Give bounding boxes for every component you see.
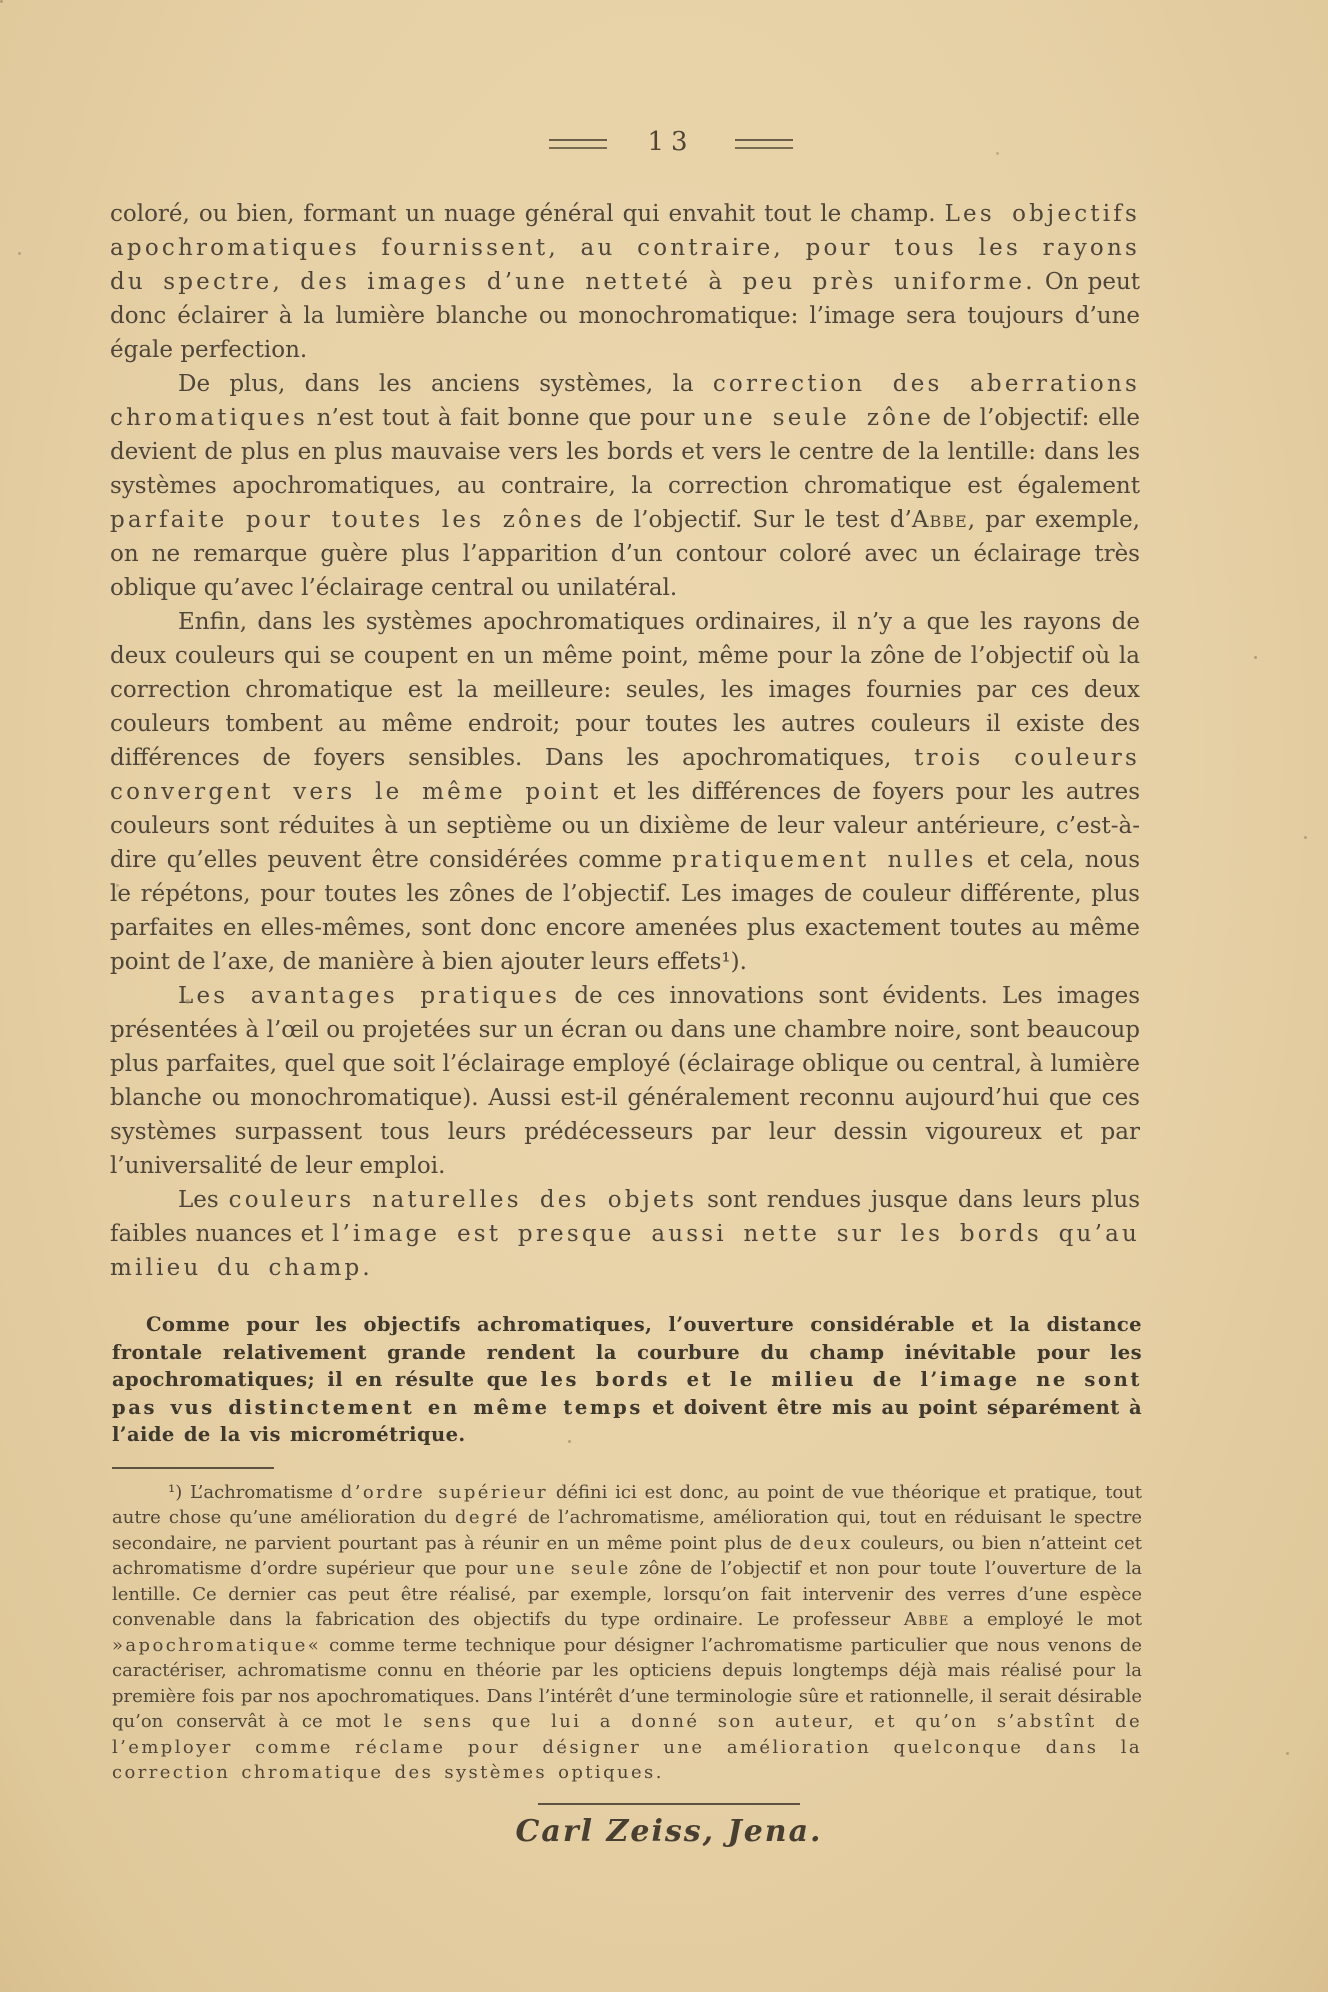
text-segment: Abbe bbox=[903, 1609, 950, 1630]
text-segment: le sens que lui a donné son auteur, et qu’on s’abstînt de l’employer comme réclame pour désigner une amélioration quelconque dans la correction chromatique des systèmes optiques. bbox=[112, 1711, 1142, 1783]
text-segment: d’ordre supérieur bbox=[340, 1481, 549, 1503]
text-segment: Enfin, dans les systèmes apochromatiques ordinaires, il n’y a que les rayons de deux couleurs qui se coupent en un même point, même pour la zône de l’objectif où la correction chromatique est la meilleure: seules, les images fournies par ces deux couleurs tombent au même endroit; pour toutes les autres couleurs il existe des différences de foyers sensibles. Dans les apochromatiques, bbox=[110, 609, 1140, 771]
text-segment: pratiquement nulles bbox=[672, 847, 977, 873]
main-paragraph bbox=[110, 197, 1140, 367]
text-segment: et cela, nous le répétons, pour toutes les zônes de l’objectif. Les images de couleur différente, plus parfaites en elles-mêmes, sont donc encore amenées plus exactement toutes au même point de l’axe, de manière à bien ajouter leurs effets¹). bbox=[110, 847, 1140, 975]
text-segment: l’image est presque aussi nette sur les bords qu’au milieu du champ. bbox=[110, 1221, 1141, 1281]
text-segment: degré bbox=[454, 1507, 520, 1528]
text-segment: comme terme technique pour désigner l’achromatisme particulier que nous venons de caractériser, achromatisme connu en théorie par les opticiens depuis longtemps déjà mais réalisé pour la première fois par nos apochromatiques. Dans l’intérêt d’une terminologie sûre et rationnelle, il serait désirable qu’on conservât à ce mot bbox=[112, 1634, 1142, 1732]
text-segment: n’est tout à fait bonne que pour bbox=[308, 405, 704, 431]
text-segment: de ces innovations sont évidents. Les images présentées à l’œil ou projetées sur un écran ou dans une chambre noire, sont beaucoup plus parfaites, quel que soit l’éclairage employé (éclairage oblique ou central, à lumière blanche ou monochromatique). Aussi est-il généralement reconnu aujourd’hui que ces systèmes surpassent tous leurs prédécesseurs par leur dessin vigoureux et par l’universalité de leur emploi. bbox=[110, 983, 1141, 1179]
text-segment: Les bbox=[178, 1187, 229, 1213]
text-segment: trois couleurs convergent vers le même point bbox=[110, 745, 1140, 805]
text-segment: »apochromatique« bbox=[112, 1634, 322, 1656]
signature: Carl Zeiss, Jena. bbox=[515, 1813, 823, 1849]
text-segment: ¹) L’achromatisme bbox=[168, 1481, 341, 1503]
text-segment: zône de l’objectif et non pour toute l’ouverture de la lentille. Ce dernier cas peut être réalisé, par exemple, lorsqu’on fait intervenir des verres d’une espèce convenable dans la fabrication des objectifs du type ordinaire. Le professeur bbox=[112, 1558, 1142, 1630]
header-rule-left bbox=[549, 139, 607, 149]
text-segment: de l’objectif: elle devient de plus en plus mauvaise vers les bords et vers le centre de la lentille: dans les systèmes apochromatiques, au contraire, la correction chromatique est également bbox=[110, 405, 1140, 499]
text-segment: sont rendues jusque dans leurs plus faibles nuances et bbox=[110, 1187, 1140, 1247]
text-segment: , par exemple, on ne remarque guère plus l’apparition d’un contour coloré avec un éclairage très oblique qu’avec l’éclairage central ou unilatéral. bbox=[110, 507, 1140, 601]
main-paragraph bbox=[110, 979, 1140, 1183]
note-paragraph bbox=[112, 1311, 1142, 1449]
text-segment: une seule zône bbox=[703, 405, 935, 431]
text-segment: les bords et le milieu de l’image ne sont pas vus distinctement en même temps bbox=[112, 1368, 1143, 1419]
text-segment: une seule bbox=[515, 1558, 631, 1579]
text-segment: couleurs, ou bien n’atteint cet achromatisme d’ordre supérieur que pour bbox=[112, 1532, 1142, 1579]
text-segment: On peut donc éclairer à la lumière blanche ou monochromatique: l’image sera toujours d’une égale perfection. bbox=[110, 269, 1140, 363]
note-block bbox=[112, 1311, 1142, 1449]
text-segment: défini ici est donc, au point de vue théorique et pratique, tout autre chose qu’une amélioration du bbox=[112, 1481, 1142, 1528]
main-paragraph bbox=[110, 1183, 1140, 1285]
footnote-block bbox=[112, 1480, 1142, 1786]
text-segment: coloré, ou bien, formant un nuage général qui envahit tout le champ. bbox=[110, 201, 945, 227]
text-segment: et les différences de foyers pour les autres couleurs sont réduites à un septième ou un dixième de leur valeur antérieure, c’est-à-dire qu’elles peuvent être considérées comme bbox=[110, 779, 1140, 873]
text-segment: correction des aberrations chromatiques bbox=[110, 371, 1140, 431]
page-header bbox=[14, 127, 1328, 157]
text-segment: a employé le mot bbox=[949, 1609, 1143, 1630]
text-segment: De plus, dans les anciens systèmes, la bbox=[178, 371, 713, 397]
main-paragraph bbox=[110, 367, 1140, 605]
text-segment: Comme pour les objectifs achromatiques, l’ouverture considérable et la distance frontale relativement grande rendent la courbure du champ inévitable pour les apochromatiques; il en résulte que bbox=[112, 1313, 1142, 1391]
main-paragraph bbox=[110, 605, 1140, 979]
text-segment: Les avantages pratiques bbox=[178, 983, 561, 1009]
text-segment: Les objectifs apochromatiques fournissent, au contraire, pour tous les rayons du spectre, des images d’une netteté à peu près uniforme. bbox=[110, 201, 1140, 295]
page-number: 13 bbox=[647, 127, 695, 157]
closing-rule bbox=[538, 1803, 800, 1805]
footnote-paragraph bbox=[112, 1480, 1142, 1786]
footnote-divider bbox=[112, 1467, 274, 1469]
text-segment: de l’achromatisme, amélioration qui, tout en réduisant le spectre secondaire, ne parvient pourtant pas à réunir en un même point plus de bbox=[112, 1507, 1143, 1554]
text-segment: et doivent être mis au point séparément à l’aide de la vis micrométrique. bbox=[112, 1395, 1142, 1446]
text-segment: de l’objectif. Sur le test d’ bbox=[584, 507, 912, 533]
main-text bbox=[110, 197, 1140, 1285]
text-segment: couleurs naturelles des objets bbox=[228, 1187, 698, 1213]
text-segment: parfaite pour toutes les zônes bbox=[110, 507, 585, 533]
header-rule-right bbox=[735, 139, 793, 149]
text-segment: deux bbox=[799, 1532, 853, 1554]
text-segment: Abbe bbox=[911, 507, 968, 533]
